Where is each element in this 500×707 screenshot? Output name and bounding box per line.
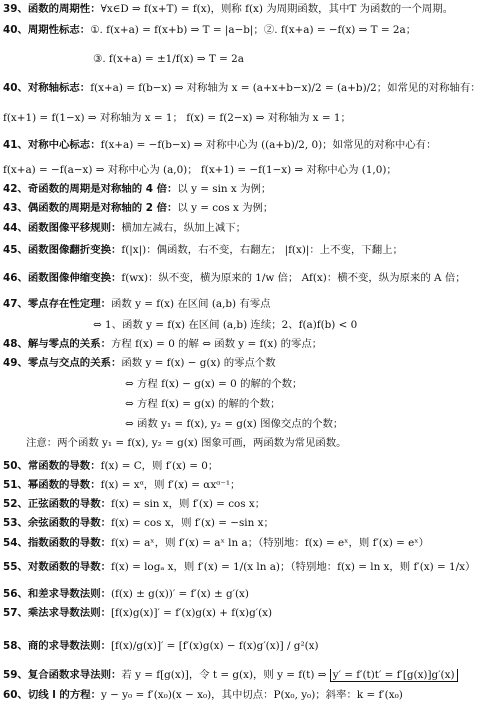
item-49: 49、零点与交点的关系：函数 y = f(x) − g(x) 的零点个数 [3,357,276,369]
item-40-symmetry-axis: 40、对称轴标志：f(x+a) = f(b−x) ⇒ 对称轴为 x = (a+x+b−x)/2 = (a+b)/2；如常见的对称轴有： [3,82,481,94]
item-44: 44、函数图像平移规则：横加左减右，纵加上减下； [3,222,247,234]
item-51: 51、幂函数的导数：f(x) = xᵅ，则 f′(x) = αxᵅ⁻¹； [3,479,241,491]
item-41: 41、对称中心标志：f(x+a) = −f(b−x) ⇒ 对称中心为 ((a+b)/2, 0)；如常见的对称中心有： [3,139,437,151]
item-53: 53、余弦函数的导数：f(x) = cos x，则 f′(x) = −sin x； [3,517,274,529]
item-48: 48、解与零点的关系：方程 f(x) = 0 的解 ⇔ 函数 y = f(x) 的零点； [3,338,323,350]
item-58: 58、商的求导数法则：[f(x)/g(x)]′ = [f′(x)g(x) − f(x)g′(x)] / g²(x) [3,640,319,652]
item-54: 54、指数函数的导数：f(x) = aˣ，则 f′(x) = aˣ ln a；（特别地：f(x) = eˣ，则 f′(x) = eˣ） [3,537,430,549]
item-60: 60、切线 l 的方程：y − y₀ = f′(x₀)(x − x₀)，其中切点：P(x₀, y₀)；斜率：k = f′(x₀) [3,689,403,701]
item-40-line-2: f(x+1) = f(1−x) ⇒ 对称轴为 x = 1； f(x) = f(2−x) ⇒ 对称轴为 x = 1； [3,112,351,124]
item-49-line-2: ⇔ 方程 f(x) − g(x) = 0 的解的个数； [125,378,303,390]
item-57: 57、乘法求导数法则：[f(x)g(x)]′ = f′(x)g(x) + f(x)g′(x) [3,607,273,619]
boxed-formula: y′ = f′(t)t′ = f′[g(x)]g′(x) [330,669,458,682]
item-49-line-4: ⇔ 函数 y₁ = f(x), y₂ = g(x) 图像交点的个数； [125,418,344,430]
item-42: 42、奇函数的周期是对称轴的 4 倍：以 y = sin x 为例； [3,183,272,195]
item-55: 55、对数函数的导数：f(x) = logₐ x，则 f′(x) = 1/(x ln a)；（特别地：f(x) = ln x，则 f′(x) = 1/x） [3,561,476,573]
item-52: 52、正弦函数的导数：f(x) = sin x，则 f′(x) = cos x； [3,498,266,510]
item-47-line-2: ⇔ 1、函数 y = f(x) 在区间 (a,b) 连续；2、f(a)f(b) < 0 [93,319,358,331]
item-40-line-2: ③. f(x+a) = ±1/f(x) ⇒ T = 2a [93,53,244,65]
item-43: 43、偶函数的周期是对称轴的 2 倍：以 y = cos x 为例； [3,202,274,214]
item-50: 50、常函数的导数：f(x) = C，则 f′(x) = 0； [3,460,219,472]
item-56: 56、和差求导数法则：(f(x) ± g(x))′ = f′(x) ± g′(x) [3,588,249,600]
item-47: 47、零点存在性定理：函数 y = f(x) 在区间 (a,b) 有零点 [3,298,271,310]
item-59: 59、复合函数求导法则：若 y = f[g(x)]，令 t = g(x)，则 y = f(t) ⇒ y′ = f′(t)t′ = f′[g(x)]g′(x) [3,669,498,682]
item-40-period-marks: 40、周期性标志：①. f(x+a) = f(x+b) ⇒ T = |a−b|；②. f(x+a) = −f(x) ⇒ T = 2a； [3,24,417,36]
item-39: 39、函数的周期性：∀x∈D ⇒ f(x+T) = f(x)，则称 f(x) 为周期函数，其中T 为函数的一个周期。 [3,3,454,15]
item-49-note: 注意：两个函数 y₁ = f(x), y₂ = g(x) 图象可画，两函数为常见函数。 [26,437,347,449]
item-49-line-3: ⇔ 方程 f(x) = g(x) 的解的个数； [125,398,281,410]
item-45: 45、函数图像翻折变换：f(|x|)：偶函数，右不变，右翻左； |f(x)|：上不变，下翻上； [3,244,403,256]
item-46: 46、函数图像伸缩变换：f(wx)：纵不变，横为原来的 1/w 倍； Af(x)：横不变，纵为原来的 A 倍； [3,272,466,284]
item-41-line-2: f(x+a) = −f(a−x) ⇒ 对称中心为 (a,0)； f(x+1) = −f(1−x) ⇒ 对称中心为 (1,0)； [3,164,397,176]
